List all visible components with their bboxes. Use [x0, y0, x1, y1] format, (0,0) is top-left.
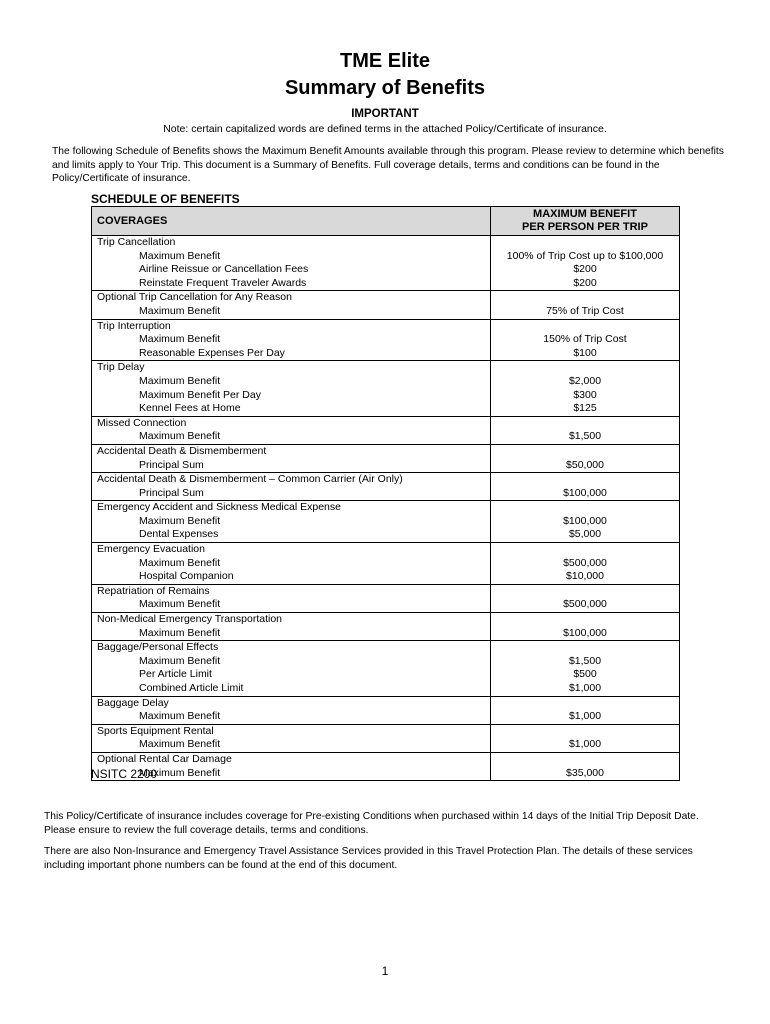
table-row: [92, 291, 680, 319]
coverage-name: Accidental Death & Dismemberment – Common Carrier (Air Only): [97, 473, 403, 486]
benefit-label: Maximum Benefit: [139, 766, 221, 779]
table-body: [92, 236, 680, 781]
benefit-value: $500,000: [563, 556, 607, 569]
coverage-cell: [92, 236, 491, 291]
important-heading: IMPORTANT: [351, 108, 419, 120]
benefit-label: Maximum Benefit: [139, 374, 221, 387]
coverage-name: Accidental Death & Dismemberment: [97, 444, 267, 457]
benefit-value: $100: [573, 346, 597, 359]
benefit-label: Maximum Benefit: [139, 598, 221, 611]
coverage-cell: [92, 416, 491, 444]
benefit-value: $1,000: [568, 682, 602, 694]
benefit-label: Kennel Fees at Home: [139, 402, 241, 415]
benefit-value: $100,000: [563, 514, 607, 527]
coverage-cell: [92, 361, 491, 416]
benefit-value: $100,000: [563, 626, 607, 639]
benefit-spacer: [496, 725, 674, 739]
benefit-spacer: [496, 473, 674, 487]
table-row: [92, 416, 680, 444]
benefit-value: $10,000: [566, 570, 604, 583]
benefit-value: $1,000: [568, 738, 602, 751]
benefit-cell: [491, 584, 680, 612]
coverage-name: Non-Medical Emergency Transportation: [97, 613, 283, 626]
benefit-value: $1,500: [568, 654, 602, 667]
benefit-label: Principal Sum: [139, 458, 204, 471]
table-row: [92, 361, 680, 416]
benefit-spacer: [496, 543, 674, 557]
assistance-services-paragraph: There are also Non-Insurance and Emergency Travel Assistance Services provided in this Travel Protection Plan. The details of these services including important phone numbers can be found at the end of this document.: [44, 846, 693, 871]
benefit-value: $35,000: [566, 766, 604, 779]
benefit-value: $5,000: [568, 528, 602, 541]
coverage-name: Emergency Evacuation: [97, 543, 205, 556]
intro-paragraph: The following Schedule of Benefits shows the Maximum Benefit Amounts available through this program. Please review to determine which benefits and limits apply to Your Trip. This document is a Summary of Benefits. Full coverage details, terms and conditions can be found in the Policy/Certificate of insurance.: [52, 146, 724, 184]
preexisting-conditions-paragraph: This Policy/Certificate of insurance includes coverage for Pre-existing Conditions when purchased within 14 days of the Initial Trip Deposit Date. Please ensure to review the full coverage details, terms and conditions.: [44, 811, 699, 836]
benefit-label: Maximum Benefit: [139, 249, 221, 262]
coverage-cell: [92, 444, 491, 472]
benefit-label: Maximum Benefit: [139, 710, 221, 723]
coverage-name: Optional Trip Cancellation for Any Reason: [97, 291, 292, 304]
table-row: [92, 236, 680, 291]
benefit-label: Maximum Benefit: [139, 556, 221, 569]
benefit-value: 100% of Trip Cost up to $100,000: [506, 249, 664, 262]
benefit-label: Maximum Benefit: [139, 333, 221, 346]
schedule-of-benefits-table: [91, 206, 680, 781]
benefit-spacer: [496, 445, 674, 459]
coverage-name: Emergency Accident and Sickness Medical Expense: [97, 501, 341, 514]
coverage-name: Trip Interruption: [97, 319, 171, 332]
benefit-label: Reinstate Frequent Traveler Awards: [139, 276, 307, 289]
benefit-label: Principal Sum: [139, 486, 204, 499]
coverage-name: Sports Equipment Rental: [97, 724, 214, 737]
page-number: 1: [381, 964, 389, 978]
coverage-cell: [92, 501, 491, 543]
benefit-value: $300: [573, 388, 597, 401]
benefit-spacer: [496, 361, 674, 375]
benefit-value: 150% of Trip Cost: [543, 333, 627, 346]
benefit-cell: [491, 473, 680, 501]
important-note: Note: certain capitalized words are defined terms in the attached Policy/Certificate of insurance.: [163, 123, 607, 135]
table-row: [92, 696, 680, 724]
benefit-spacer: [496, 236, 674, 250]
table-row: [92, 319, 680, 361]
benefit-cell: [491, 444, 680, 472]
benefit-spacer: [496, 585, 674, 599]
benefit-label: Hospital Companion: [139, 570, 234, 583]
benefit-value: $50,000: [566, 458, 604, 471]
coverage-cell: [92, 319, 491, 361]
benefit-value: $125: [573, 402, 597, 415]
benefit-label: Maximum Benefit: [139, 430, 221, 443]
benefit-spacer: [496, 291, 674, 305]
table-row: [92, 613, 680, 641]
benefit-cell: [491, 696, 680, 724]
table-row: [92, 543, 680, 585]
document-title: TME Elite: [339, 50, 430, 72]
table-row: [92, 752, 680, 780]
benefit-cell: [491, 319, 680, 361]
benefit-value: $200: [573, 263, 597, 276]
table-row: [92, 641, 680, 696]
benefit-value: $100,000: [563, 486, 607, 499]
coverage-cell: [92, 584, 491, 612]
coverage-name: Optional Rental Car Damage: [97, 752, 232, 765]
benefit-label: Per Article Limit: [139, 668, 212, 681]
benefit-label: Airline Reissue or Cancellation Fees: [139, 263, 309, 276]
benefit-label: Maximum Benefit: [139, 304, 221, 317]
benefit-label: Maximum Benefit: [139, 626, 221, 639]
benefit-label: Maximum Benefit: [139, 738, 221, 751]
benefit-label: Maximum Benefit: [139, 654, 221, 667]
benefit-spacer: [496, 417, 674, 431]
document-subtitle: Summary of Benefits: [284, 77, 486, 99]
table-row: [92, 473, 680, 501]
table-row: [92, 501, 680, 543]
coverage-cell: [92, 641, 491, 696]
maximum-benefit-header-line1: MAXIMUM BENEFIT: [533, 208, 637, 220]
benefit-label: Combined Article Limit: [139, 682, 244, 694]
coverage-name: Trip Cancellation: [97, 236, 176, 248]
benefit-cell: [491, 361, 680, 416]
benefit-value: $2,000: [568, 374, 602, 387]
coverage-name: Trip Delay: [97, 361, 145, 374]
coverage-name: Repatriation of Remains: [97, 584, 210, 597]
coverage-name: Missed Connection: [97, 416, 187, 429]
benefit-spacer: [496, 641, 674, 655]
benefit-cell: [491, 752, 680, 780]
maximum-benefit-header-line2: PER PERSON PER TRIP: [522, 221, 648, 233]
benefit-cell: [491, 543, 680, 585]
benefit-cell: [491, 236, 680, 291]
benefit-spacer: [496, 613, 674, 627]
benefit-cell: [491, 724, 680, 752]
benefit-value: $500,000: [563, 598, 607, 611]
coverage-cell: [92, 473, 491, 501]
benefit-cell: [491, 641, 680, 696]
coverage-cell: [92, 291, 491, 319]
table-row: [92, 584, 680, 612]
benefit-value: 75% of Trip Cost: [546, 304, 624, 317]
benefit-cell: [491, 416, 680, 444]
table-row: [92, 444, 680, 472]
benefit-value: $1,000: [568, 710, 602, 723]
benefit-spacer: [496, 753, 674, 767]
coverages-header: COVERAGES: [92, 207, 491, 236]
benefit-spacer: [496, 501, 674, 515]
benefit-value: $200: [573, 276, 597, 289]
benefit-label: Maximum Benefit Per Day: [139, 388, 261, 401]
benefit-value: $1,500: [568, 430, 602, 443]
form-code: NSITC 2200: [91, 767, 158, 781]
maximum-benefit-header: [491, 207, 680, 236]
benefit-label: Dental Expenses: [139, 528, 219, 541]
benefit-spacer: [496, 697, 674, 711]
benefit-cell: [491, 501, 680, 543]
coverage-name: Baggage/Personal Effects: [97, 641, 219, 654]
coverage-cell: [92, 543, 491, 585]
benefit-value: $500: [573, 668, 597, 681]
benefit-label: Maximum Benefit: [139, 514, 221, 527]
benefit-cell: [491, 613, 680, 641]
coverage-cell: [92, 724, 491, 752]
coverage-name: Baggage Delay: [97, 696, 169, 709]
table-header-row: [92, 207, 680, 236]
benefit-spacer: [496, 320, 674, 334]
benefit-label: Reasonable Expenses Per Day: [139, 346, 285, 359]
coverage-cell: [92, 613, 491, 641]
table-row: [92, 724, 680, 752]
coverage-cell: [92, 696, 491, 724]
benefit-cell: [491, 291, 680, 319]
schedule-heading: SCHEDULE OF BENEFITS: [91, 192, 240, 206]
